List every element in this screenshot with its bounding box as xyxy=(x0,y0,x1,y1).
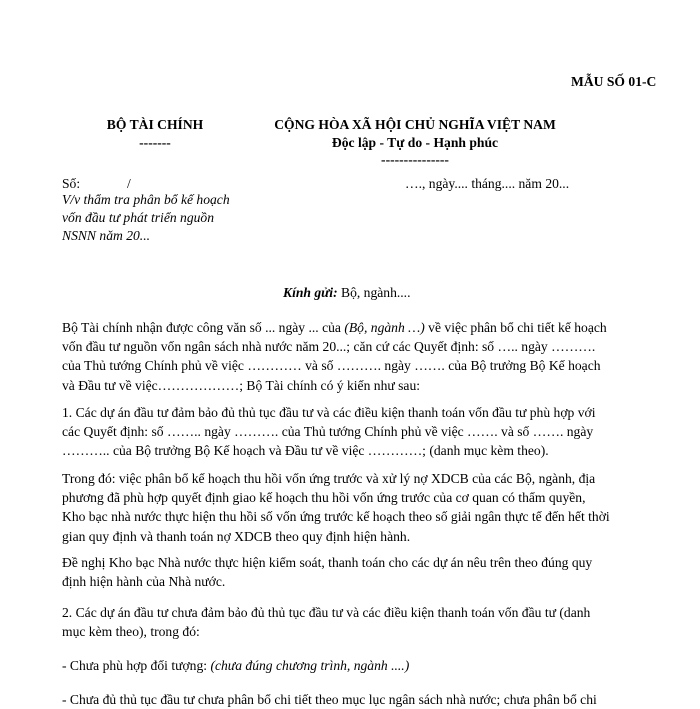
nation-title: CỘNG HÒA XÃ HỘI CHỦ NGHĨA VIỆT NAM xyxy=(274,117,556,132)
detail-line: Kho bạc nhà nước thực hiện thu hồi số vốn ứng trước kế hoạch theo số giải ngân thực tế đến hết thời xyxy=(62,509,610,525)
bullet-prefix: - Chưa phù hợp đối tượng: xyxy=(62,658,211,673)
subject-line: V/v thẩm tra phân bổ kế hoạch xyxy=(62,192,230,207)
nation-rule: --------------- xyxy=(381,152,449,167)
issuer-rule: ------- xyxy=(139,135,171,150)
detail-line: Trong đó: việc phân bổ kế hoạch thu hồi vốn ứng trước và xử lý nợ XDCB của các Bộ, ngành, địa xyxy=(62,471,596,486)
ref-number-label: Số: xyxy=(62,176,81,191)
proposal-paragraph xyxy=(62,553,642,591)
salutation-recipient: Bộ, ngành.... xyxy=(337,285,411,300)
proposal-line: Đề nghị Kho bạc Nhà nước thực hiện kiểm soát, thanh toán cho các dự án nêu trên theo đúng quy xyxy=(62,555,593,570)
section1-line: 1. Các dự án đầu tư đảm bảo đủ thủ tục đầu tư và các điều kiện thanh toán vốn đầu tư phù hợp với xyxy=(62,405,596,420)
section2-line: mục kèm theo), trong đó: xyxy=(62,624,200,640)
salutation xyxy=(283,285,410,301)
section2-paragraph xyxy=(62,603,642,641)
intro-text: về việc phân bổ chi tiết kế hoạch xyxy=(424,320,607,335)
subject-line: NSNN năm 20... xyxy=(62,228,150,243)
nation-motto: Độc lập - Tự do - Hạnh phúc xyxy=(331,135,499,150)
form-code: MẪU SỐ 01-C xyxy=(571,74,657,89)
intro-agency: (Bộ, ngành …) xyxy=(344,320,425,335)
bullet-text: - Chưa đủ thủ tục đầu tư chưa phân bổ chi tiết theo mục lục ngân sách nhà nước; chưa phân bổ chi xyxy=(62,692,597,707)
intro-paragraph xyxy=(62,318,642,395)
intro-text: Bộ Tài chính nhận được công văn số ... ngày ... của xyxy=(62,320,345,335)
section1-line: các Quyết định: số …….. ngày ………. của Thủ tướng Chính phủ về việc ……. và số ……. ngày xyxy=(62,424,594,440)
section1-line: ……….. của Bộ trưởng Bộ Kế hoạch và Đầu tư về việc …………; (danh mục kèm theo). xyxy=(62,443,549,459)
subject-line: vốn đầu tư phát triển nguồn xyxy=(62,210,215,225)
salutation-label: Kính gửi: xyxy=(283,285,338,300)
date-line: …., ngày.... tháng.... năm 20... xyxy=(405,176,570,191)
detail-line: gian quy định và thanh toán nợ XDCB theo quy định hiện hành. xyxy=(62,528,411,544)
detail-line: phương đã phù hợp quyết định giao kế hoạch thu hồi vốn ứng trước của cơ quan có thẩm quyền, xyxy=(62,490,586,506)
intro-line: vốn đầu tư nguồn vốn ngân sách nhà nước năm 20...; căn cứ các Quyết định: số ….. ngày ………. xyxy=(62,339,596,355)
intro-line: và Đầu tư về việc………………; Bộ Tài chính có ý kiến như sau: xyxy=(62,377,421,393)
issuer-name: BỘ TÀI CHÍNH xyxy=(106,117,204,132)
ref-number-sep: / xyxy=(127,176,131,191)
proposal-line: định hiện hành của Nhà nước. xyxy=(62,574,226,590)
intro-line xyxy=(62,318,642,337)
section1-paragraph xyxy=(62,403,642,461)
section2-line: 2. Các dự án đầu tư chưa đảm bảo đủ thủ tục đầu tư và các điều kiện thanh toán vốn đầu tư (danh xyxy=(62,605,591,620)
intro-line: của Thủ tướng Chính phủ về việc ………… và số ………. ngày ……. của Bộ trưởng Bộ Kế hoạch xyxy=(62,358,601,374)
bullet-item xyxy=(62,656,642,675)
bullet-note: (chưa đúng chương trình, ngành ....) xyxy=(210,658,410,673)
section1-detail-paragraph xyxy=(62,469,642,546)
